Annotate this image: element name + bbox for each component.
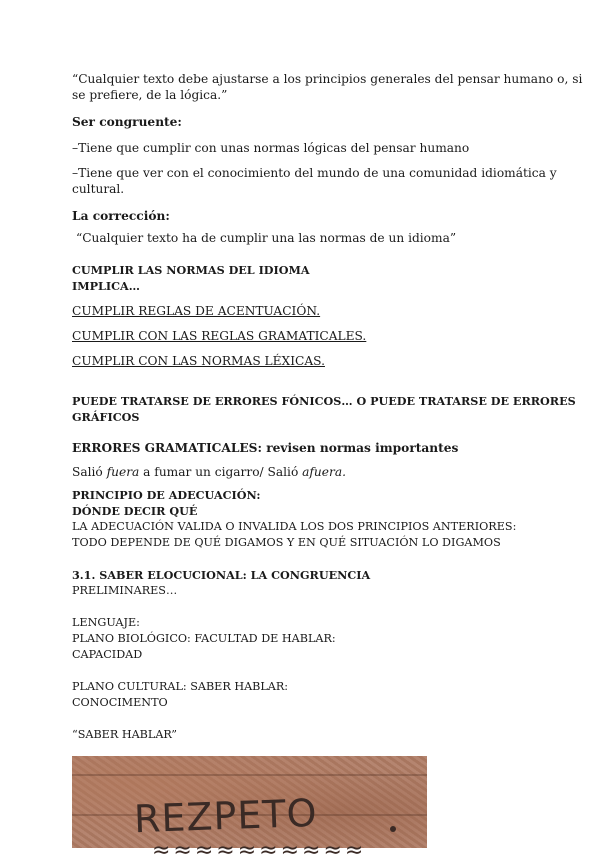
rule-acentuacion: CUMPLIR REGLAS DE ACENTUACIÓN. (72, 304, 321, 318)
cumplir-heading-line-1: CUMPLIR LAS NORMAS DEL IDIOMA (72, 263, 310, 277)
errores-gramaticales: ERRORES GRAMATICALES: revisen normas importantes (72, 441, 459, 455)
saber-hablar-quote: “SABER HABLAR” (72, 728, 177, 741)
preliminares: PRELIMINARES… (72, 584, 178, 597)
saber-elocucional-heading: 3.1. SABER ELOCUCIONAL: LA CONGRUENCIA (72, 568, 371, 582)
conocimiento: CONOCIMENTO (72, 696, 168, 709)
intro-quote-line-2: se prefiere, de la lógica.” (72, 88, 228, 102)
congruente-item-2-line-1: –Tiene que ver con el conocimiento del mundo de una comunidad idiomática y (72, 166, 557, 180)
adecuacion-body-line-2: TODO DEPENDE DE QUÉ DIGAMOS Y EN QUÉ SITUACIÓN LO DIGAMOS (72, 536, 501, 549)
example-afuera: afuera. (302, 465, 346, 479)
errores-fonicos-line-2: GRÁFICOS (72, 410, 140, 424)
graffiti-second-line: ≈≈≈≈≈≈≈≈≈≈ (152, 838, 367, 863)
congruente-item-1: –Tiene que cumplir con unas normas lógicas del pensar humano (72, 141, 470, 155)
congruente-heading: Ser congruente: (72, 115, 182, 129)
adecuacion-heading-line-2: DÓNDE DECIR QUÉ (72, 504, 198, 518)
rule-gramaticales: CUMPLIR CON LAS REGLAS GRAMATICALES. (72, 329, 367, 343)
cumplir-heading-line-2: IMPLICA… (72, 279, 140, 293)
wall-brick-line (72, 774, 427, 776)
adecuacion-body-line-1: LA ADECUACIÓN VALIDA O INVALIDA LOS DOS PRINCIPIOS ANTERIORES: (72, 520, 517, 533)
example-sentence (72, 464, 346, 480)
plano-cultural: PLANO CULTURAL: SABER HABLAR: (72, 680, 289, 693)
errores-fonicos-line-1: PUEDE TRATARSE DE ERRORES FÓNICOS… O PUEDE TRATARSE DE ERRORES (72, 394, 576, 408)
graffiti-dot (390, 826, 396, 832)
graffiti-wall-photo (72, 756, 427, 863)
example-part-3: a fumar un cigarro/ Salió (139, 465, 303, 479)
graffiti-text: REZPETO (133, 790, 319, 842)
intro-quote-line-1: “Cualquier texto debe ajustarse a los principios generales del pensar humano o, si (72, 72, 583, 86)
correccion-quote: “Cualquier texto ha de cumplir una las normas de un idioma” (76, 231, 457, 245)
example-part-1: Salió (72, 465, 107, 479)
adecuacion-heading-line-1: PRINCIPIO DE ADECUACIÓN: (72, 488, 261, 502)
lenguaje-label: LENGUAJE: (72, 616, 140, 629)
rule-lexicas: CUMPLIR CON LAS NORMAS LÉXICAS. (72, 354, 325, 368)
example-fuera: fuera (106, 465, 140, 479)
plano-biologico: PLANO BIOLÓGICO: FACULTAD DE HABLAR: (72, 632, 336, 645)
capacidad: CAPACIDAD (72, 648, 143, 661)
congruente-item-2-line-2: cultural. (72, 182, 125, 196)
correccion-heading: La corrección: (72, 209, 170, 223)
